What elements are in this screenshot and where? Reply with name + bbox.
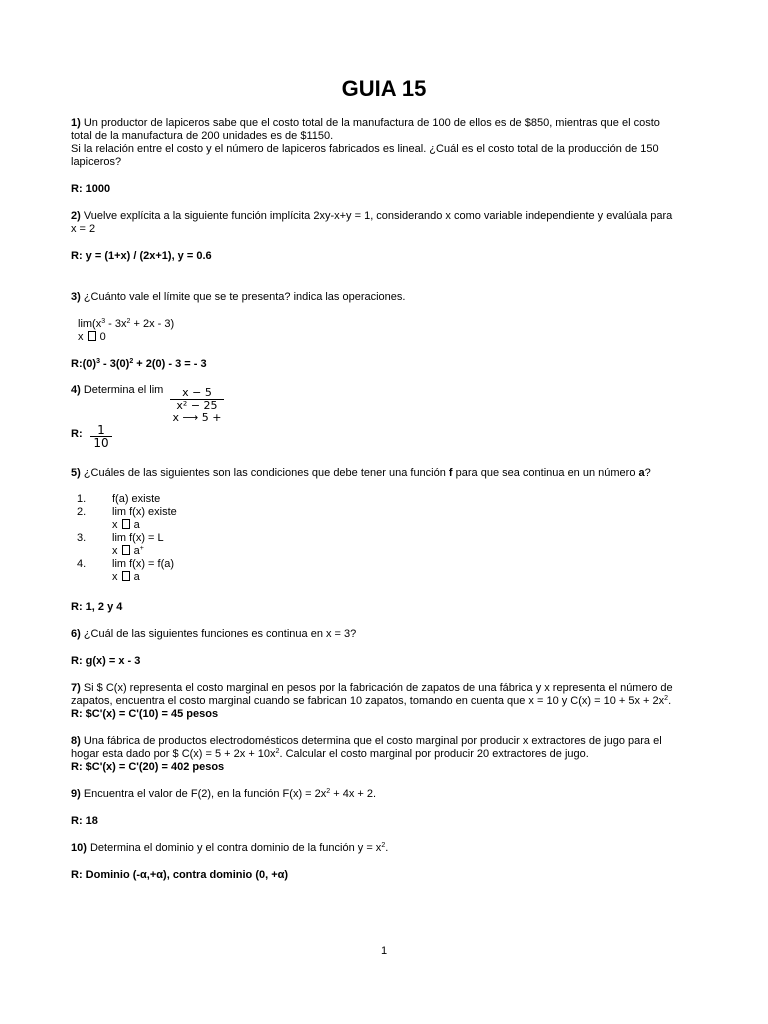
question-text: Si la relación entre el costo y el número de lapiceros fabricados es lineal. ¿Cuál es el costo total de la producción de 150: [71, 143, 659, 155]
question-text: total de la manufactura de 200 unidades es de $1150.: [71, 130, 334, 142]
question-5: 5) ¿Cuáles de las siguientes son las condiciones que debe tener una función f para que sea continua en un número a?: [71, 467, 651, 479]
question-number: 5): [71, 467, 81, 479]
question-8: 8) Una fábrica de productos electrodomésticos determina que el costo marginal por producir x extractores de jugo para el hogar esta dado por $ $C(x) = 5 + 2x + 10x^2$. Calcular el costo marginal por producir 20 extractores de jugo. R: $C'(x) = C'(20) = 402 pesos: [71, 735, 662, 773]
question-text: Vuelve explícita a la siguiente función implícita 2xy-x+y = 1, considerando x como variable independiente y evalúala para: [80, 210, 673, 222]
question-number: 10): [71, 842, 87, 854]
question-7: 7) Si $ C(x) representa el costo marginal en pesos por la fabricación de zapatos de una fábrica y x representa el número de zapatos, encuentra el costo marginal cuando se fabrican 10 zapatos, tomando en cuenta que x = 10 y $C(x) = 10 + 5x + 2x^2$. R: $C'(x) = C'(10) = 45 pesos: [71, 682, 673, 720]
question-text: ¿Cuál de las siguientes funciones es continua en x = 3?: [80, 628, 357, 640]
question-number: 2): [71, 210, 81, 222]
question-number: 3): [71, 291, 81, 303]
conditions-list: 1. f(a) existe 2. lim f(x) existe x a 3. lim f(x) = L x a+ 4. lim f(x) = f(a) x a: [71, 493, 371, 584]
question-3: [71, 291, 699, 304]
limit-approach: x 0: [78, 331, 106, 343]
answer-1: R: 1000: [71, 183, 111, 195]
question-4: [71, 384, 699, 397]
answer-7: R: $C'(x) = C'(10) = 45 pesos: [71, 708, 219, 720]
answer-2: R: y = (1+x) / (2x+1), y = 0.6: [71, 250, 212, 262]
question-9: 9) Encuentra el valor de F(2), en la función $F(x) = 2x^2 + 4x + 2$.: [71, 788, 377, 800]
missing-glyph-icon: [88, 331, 96, 341]
question-number: 1): [71, 117, 81, 129]
question-6: [71, 628, 699, 641]
question-text: x = 2: [71, 223, 96, 235]
list-item: 4. lim f(x) = f(a): [77, 558, 175, 570]
question-number: 9): [71, 788, 81, 800]
answer-5: R: 1, 2 y 4: [71, 601, 123, 613]
answer-10: R: Dominio (-α,+α), contra dominio (0, +α): [71, 869, 289, 881]
answer-8: R: $C'(x) = C'(20) = 402 pesos: [71, 761, 225, 773]
page-title: GUIA 15: [341, 76, 427, 101]
answer-9: R: 18: [71, 815, 98, 827]
list-item: 1. f(a) existe: [77, 493, 161, 505]
question-text: lapiceros?: [71, 156, 122, 168]
answer-4-label: R:: [71, 428, 83, 440]
question-text: ¿Cuánto vale el límite que se te presenta? indica las operaciones.: [80, 291, 406, 303]
question-2: [71, 210, 699, 236]
question-number: 6): [71, 628, 81, 640]
question-text: Un productor de lapiceros sabe que el costo total de la manufactura de 100 de ellos es de $850, mientras que el costo: [80, 117, 660, 129]
answer-6: R: g(x) = x - 3: [71, 655, 141, 667]
page-number: 1: [380, 945, 388, 957]
missing-glyph-icon: [122, 545, 130, 555]
question-number: 7): [71, 682, 81, 694]
list-item: 2. lim f(x) existe: [77, 506, 177, 518]
missing-glyph-icon: [122, 519, 130, 529]
question-10: 10) Determina el dominio y el contra dominio de la función $y = x^2$.: [71, 842, 389, 854]
missing-glyph-icon: [122, 571, 130, 581]
answer-4-fraction: $\frac{1}{10}$: [90, 424, 112, 449]
question-text: Determina el lim: [80, 384, 164, 396]
question-number: 8): [71, 735, 81, 747]
question-1: [71, 117, 699, 169]
question-number: 4): [71, 384, 81, 396]
limit-expression: $\lim(x^3 - 3x^2 + 2x - 3)$: [78, 318, 175, 330]
list-item: 3. lim f(x) = L: [77, 532, 164, 544]
answer-3: $R:(0)^3 - 3(0)^2 + 2(0) - 3$ = - 3: [71, 358, 207, 370]
limit-fraction: x − 5 x² − 25 x ⟶ 5 +: [170, 387, 224, 424]
